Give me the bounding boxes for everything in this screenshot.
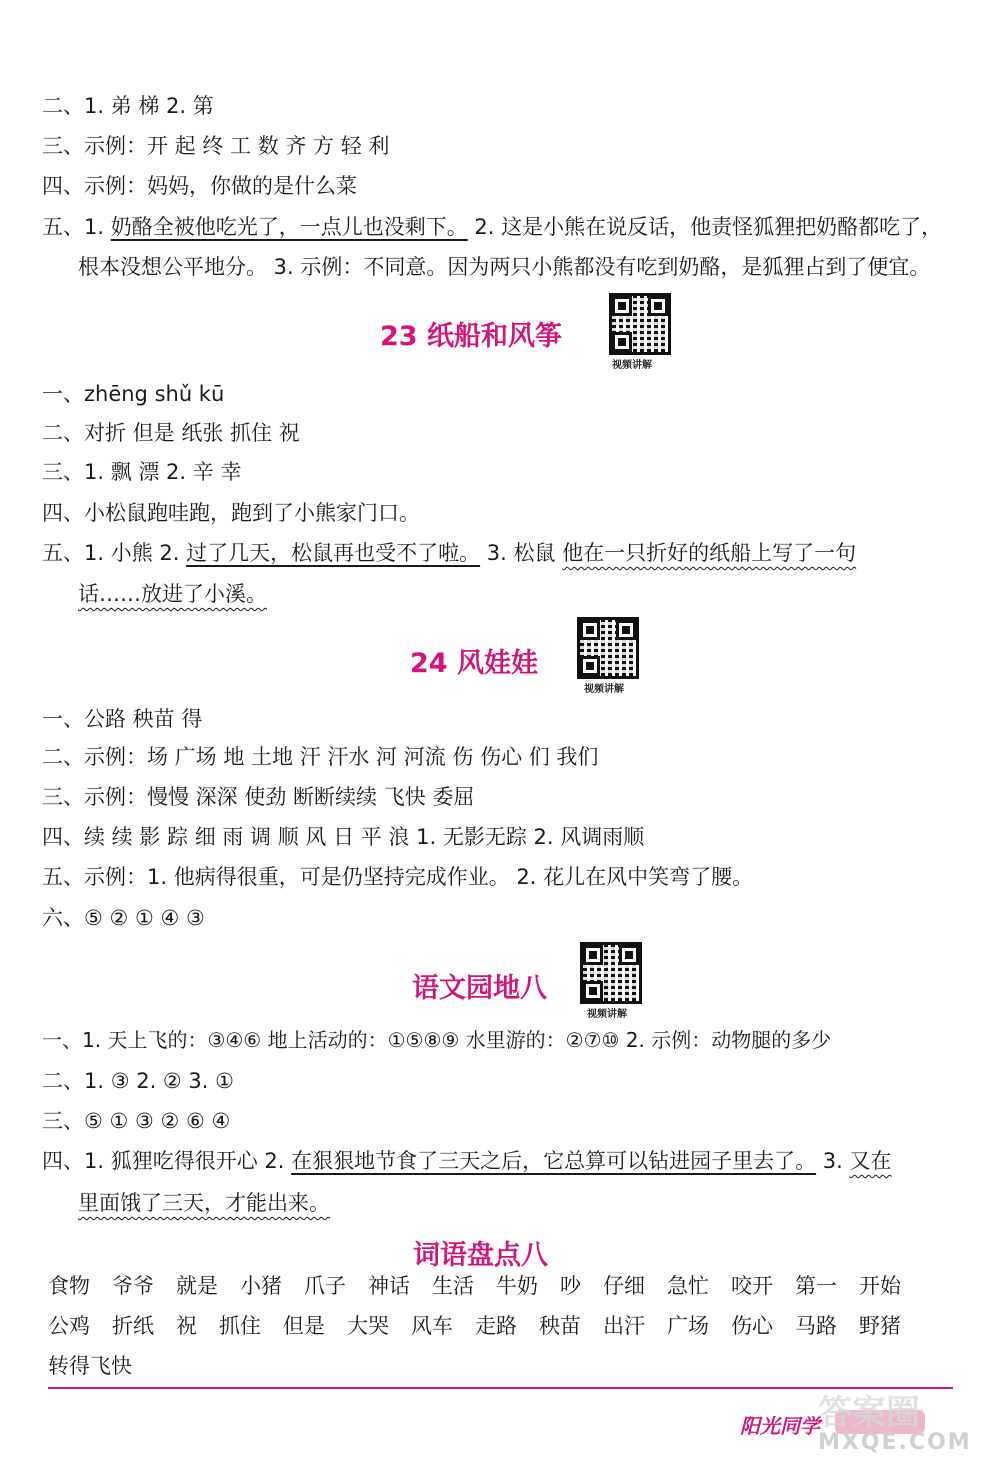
word-item: 野猪 (859, 1314, 901, 1338)
underlined-answer: 在狠狠地节食了三天之后，它总算可以钻进园子里去了。 (291, 1149, 817, 1173)
qr-code-icon[interactable] (583, 945, 639, 1001)
answer-line: 四、小松鼠跑哇跑，跑到了小熊家门口。 (42, 501, 420, 525)
answer-line: 五、示例：1. 他病得很重，可是仍坚持完成作业。 2. 花儿在风中笑弯了腰。 (42, 865, 754, 889)
word-item: 广场 (667, 1314, 709, 1338)
word-item: 走路 (475, 1314, 517, 1338)
lesson-24-title: 24 风娃娃 (410, 648, 538, 679)
word-item: 开始 (859, 1274, 901, 1298)
answer-prefix: 四、1. 狐狸吃得很开心 2. (42, 1149, 292, 1173)
word-item: 生活 (432, 1274, 474, 1298)
word-item: 小猪 (240, 1274, 282, 1298)
word-item: 吵 (560, 1274, 581, 1298)
answer-text: 3. (816, 1149, 850, 1173)
qr-label: 视频讲解 (587, 1009, 627, 1020)
answer-line: 三、1. 飘 漂 2. 辛 幸 (42, 460, 242, 484)
answer-line: 根本没想公平地分。 3. 示例：不同意。因为两只小熊都没有吃到奶酪，是狐狸占到了便宜。 (78, 255, 931, 279)
answer-line: 四、示例：妈妈，你做的是什么菜 (42, 174, 357, 198)
wavy-underlined-answer: 话……放进了小溪。 (78, 582, 267, 606)
word-item: 伤心 (731, 1314, 773, 1338)
word-item: 祝 (176, 1314, 197, 1338)
wavy-underlined-answer: 他在一只折好的纸船上写了一句 (562, 541, 857, 565)
word-item: 第一 (795, 1274, 837, 1298)
word-item: 咬开 (731, 1274, 773, 1298)
word-item: 出汗 (603, 1314, 645, 1338)
answer-prefix: 五、1. 小熊 2. (42, 541, 187, 565)
underlined-answer: 奶酪全被他吃光了，一点儿也没剩下。 (110, 215, 468, 239)
word-item: 爷爷 (112, 1274, 154, 1298)
qr-label: 视频讲解 (584, 684, 624, 695)
word-item: 但是 (283, 1314, 325, 1338)
word-item: 公鸡 (48, 1314, 90, 1338)
wavy-underlined-answer: 又在 (849, 1149, 892, 1173)
qr-label: 视频讲解 (612, 360, 652, 371)
answer-line: 六、⑤ ② ① ④ ③ (42, 906, 205, 930)
answer-line: 三、⑤ ① ③ ② ⑥ ④ (42, 1109, 231, 1133)
word-item: 秧苗 (539, 1314, 581, 1338)
word-row (48, 1272, 923, 1300)
answer-line: 二、示例：场 广场 地 土地 汗 汗水 河 河流 伤 伤心 们 我们 (42, 745, 599, 769)
answer-prefix: 五、1. (42, 215, 111, 239)
qr-code-icon[interactable] (612, 296, 668, 352)
word-review-title: 词语盘点八 (413, 1240, 548, 1271)
answer-line (42, 539, 856, 567)
answer-text: 2. 这是小熊在说反话，他责怪狐狸把奶酪都吃了， (467, 215, 943, 239)
underlined-answer: 过了几天，松鼠再也受不了啦。 (186, 541, 481, 565)
word-item: 风车 (411, 1314, 453, 1338)
watermark-url: MXQE.COM (818, 1430, 972, 1455)
word-row: 转得飞快 (48, 1354, 132, 1378)
answer-line (78, 580, 267, 608)
lesson-23-title: 23 纸船和风筝 (380, 321, 562, 352)
answer-line (42, 213, 942, 241)
answer-line (78, 1189, 330, 1217)
answer-line: 二、1. ③ 2. ② 3. ① (42, 1069, 234, 1093)
answer-text: 3. 松鼠 (480, 541, 563, 565)
qr-code-icon[interactable] (580, 620, 636, 676)
word-item: 急忙 (667, 1274, 709, 1298)
word-item: 抓住 (219, 1314, 261, 1338)
word-item: 大哭 (347, 1314, 389, 1338)
answer-line: 三、示例：开 起 终 工 数 齐 方 轻 利 (42, 134, 390, 158)
word-row (48, 1312, 923, 1340)
word-item: 牛奶 (496, 1274, 538, 1298)
answer-line: 二、对折 但是 纸张 抓住 祝 (42, 421, 300, 445)
watermark: 答案圈 (818, 1393, 920, 1433)
word-item: 仔细 (603, 1274, 645, 1298)
word-item: 马路 (795, 1314, 837, 1338)
answer-line: 一、zhēng shǔ kū (42, 382, 225, 406)
answer-line: 一、1. 天上飞的：③④⑥ 地上活动的：①⑤⑧⑨ 水里游的：②⑦⑩ 2. 示例：动物腿的多少 (42, 1028, 832, 1052)
word-item: 折纸 (112, 1314, 154, 1338)
garden-title: 语文园地八 (412, 973, 547, 1004)
answer-line: 二、1. 弟 梯 2. 第 (42, 94, 214, 118)
answer-line: 一、公路 秧苗 得 (42, 707, 203, 731)
answer-line: 四、续 续 影 踪 细 雨 调 顺 风 日 平 浪 1. 无影无踪 2. 风调雨顺 (42, 825, 645, 849)
word-item: 爪子 (304, 1274, 346, 1298)
wavy-underlined-answer: 里面饿了三天，才能出来。 (78, 1191, 330, 1215)
answer-line (42, 1147, 892, 1175)
word-item: 食物 (48, 1274, 90, 1298)
word-item: 神话 (368, 1274, 410, 1298)
word-item: 就是 (176, 1274, 218, 1298)
brand-logo: 阳光同学 (740, 1414, 820, 1438)
answer-line: 三、示例：慢慢 深深 使劲 断断续续 飞快 委屈 (42, 785, 475, 809)
